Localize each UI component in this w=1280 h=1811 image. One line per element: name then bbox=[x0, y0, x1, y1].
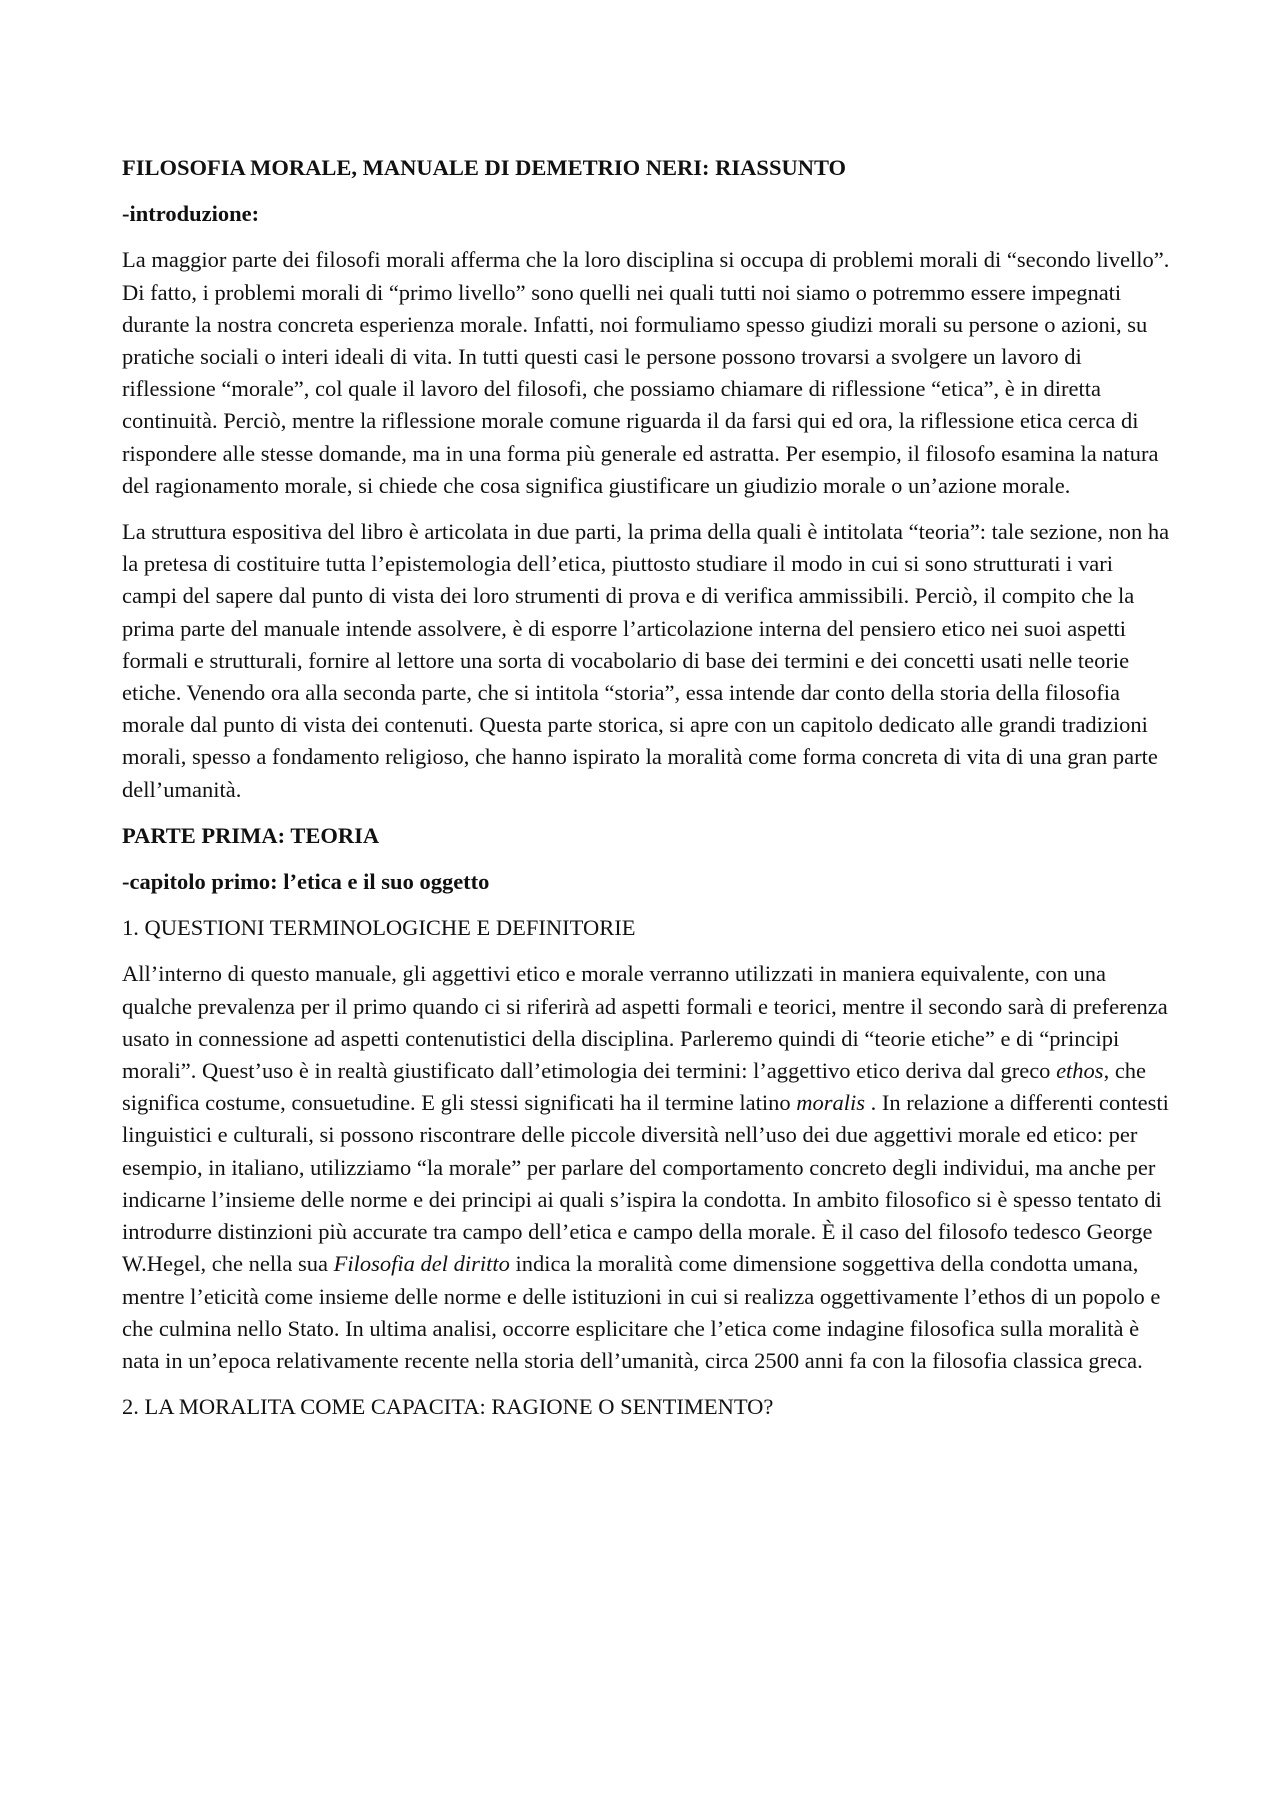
s1-italic-ethos: ethos bbox=[1056, 1058, 1104, 1084]
section-1-heading: 1. QUESTIONI TERMINOLOGICHE E DEFINITORIE bbox=[122, 915, 636, 941]
section-1-paragraph bbox=[122, 958, 1172, 1377]
intro-paragraph-2: La struttura espositiva del libro è articolata in due parti, la prima della quali è intitolata “teoria”: tale sezione, non ha la pretesa di costituire tutta l’epistemologia dell’etica, piuttosto studiare il modo in cui si sono strutturati i vari campi del sapere dal punto di vista dei loro strumenti di prova e di verifica ammissibili. Perciò, il compito che la prima parte del manuale intende assolvere, è di esporre l’articolazione interna del pensiero etico nei suoi aspetti formali e strutturali, fornire al lettore una sorta di vocabolario di base dei termini e dei concetti usati nelle teorie etiche. Venendo ora alla seconda parte, che si intitola “storia”, essa intende dar conto della storia della filosofia morale dal punto di vista dei contenuti. Questa parte storica, si apre con un capitolo dedicato alle grandi tradizioni morali, spesso a fondamento religioso, che hanno ispirato la moralità come forma concreta di vita di una gran parte dell’umanità. bbox=[122, 519, 1170, 802]
s1-italic-filosofia: Filosofia del diritto bbox=[333, 1251, 510, 1277]
section-2-heading: 2. LA MORALITA COME CAPACITA: RAGIONE O SENTIMENTO? bbox=[122, 1394, 774, 1420]
s1-text-d: indica la moralità come dimensione soggettiva della condotta umana, mentre l’eticità come insieme delle norme e delle istituzioni in cui si realizza oggettivamente l’ethos di un popolo e che culmina nello Stato. In ultima analisi, occorre esplicitare che l’etica come indagine filosofica sulla moralità è nata in un’epoca relativamente recente nella storia dell’umanità, circa 2500 anni fa con la filosofia classica greca. bbox=[122, 1251, 1161, 1373]
document-title: FILOSOFIA MORALE, MANUALE DI DEMETRIO NERI: RIASSUNTO bbox=[122, 155, 847, 180]
intro-paragraph-1: La maggior parte dei filosofi morali afferma che la loro disciplina si occupa di problemi morali di “secondo livello”. Di fatto, i problemi morali di “primo livello” sono quelli nei quali tutti noi siamo o potremmo essere impegnati durante la nostra concreta esperienza morale. Infatti, noi formuliamo spesso giudizi morali su persone o azioni, su pratiche sociali o interi ideali di vita. In tutti questi casi le persone possono trovarsi a svolgere un lavoro di riflessione “morale”, col quale il lavoro del filosofi, che possiamo chiamare di riflessione “etica”, è in diretta continuità. Perciò, mentre la riflessione morale comune riguarda il da farsi qui ed ora, la riflessione etica cerca di rispondere alle stesse domande, ma in una forma più generale ed astratta. Per esempio, il filosofo esamina la natura del ragionamento morale, si chiede che cosa significa giustificare un giudizio morale o un’azione morale. bbox=[122, 247, 1170, 498]
document-page bbox=[122, 152, 1172, 1437]
s1-text-a: All’interno di questo manuale, gli aggettivi etico e morale verranno utilizzati in maniera equivalente, con una qualche prevalenza per il primo quando ci si riferirà ad aspetti formali e teorici, mentre il secondo sarà di preferenza usato in connessione ad aspetti contenutistici della disciplina. Parleremo quindi di “teorie etiche” e di “principi morali”. Quest’uso è in realtà giustificato dall’etimologia dei termini: l’aggettivo etico deriva dal greco bbox=[122, 961, 1168, 1084]
s1-text-c: . In relazione a differenti contesti linguistici e culturali, si possono riscontrare delle piccole diversità nell’uso dei due aggettivi morale ed etico: per esempio, in italiano, utilizziamo “la morale” per parlare del comportamento concreto degli individui, ma anche per indicarne l’insieme delle norme e dei principi ai quali s’ispira la condotta. In ambito filosofico si è spesso tentato di introdurre distinzioni più accurate tra campo dell’etica e campo della morale. È il caso del filosofo tedesco George W.Hegel, che nella sua bbox=[122, 1090, 1169, 1277]
intro-heading: -introduzione: bbox=[122, 201, 260, 227]
s1-italic-moralis: moralis bbox=[796, 1090, 865, 1116]
s1-text-b: , che significa costume, consuetudine. E gli stessi significati ha il termine latino bbox=[122, 1058, 1147, 1116]
chapter-heading: -capitolo primo: l’etica e il suo oggetto bbox=[122, 869, 490, 895]
part-heading: PARTE PRIMA: TEORIA bbox=[122, 822, 380, 848]
